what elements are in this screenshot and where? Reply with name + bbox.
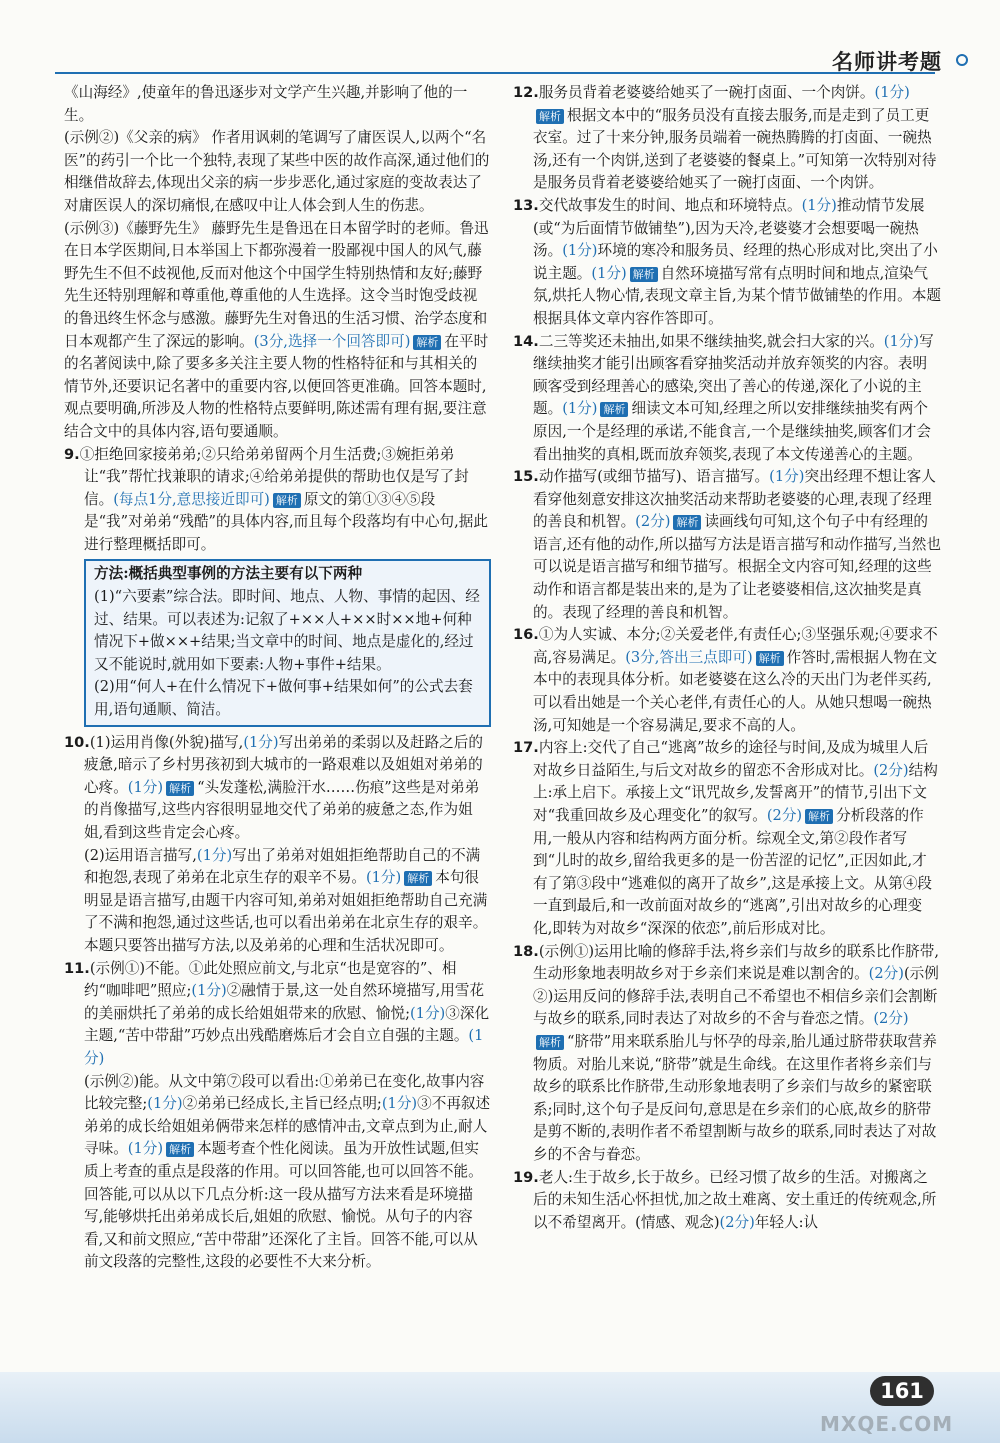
right-column (513, 82, 941, 1234)
score-note: (1分) (769, 468, 805, 486)
answer-text: (1)运用肖像(外貌)描写, (89, 733, 244, 751)
question-number: 11. (64, 959, 90, 977)
score-note: (1分) (381, 1095, 418, 1113)
answer-text: 写继续抽奖才能引出顾客看穿抽奖活动并放弃领奖的内容。表明顾客受到经理善心的感染,突出了善心的传递,深化了小说的主题。 (533, 332, 934, 418)
question-12 (513, 82, 941, 195)
question-17 (513, 737, 941, 940)
score-note: (1分) (196, 846, 233, 864)
answer-text: 推动情节发展(或“为后面情节做铺垫”),因为天冷,老婆婆才会想要喝一碗热汤。 (533, 196, 925, 260)
score-note: (1分) (127, 778, 164, 796)
answer-text: 结构上:承上启下。承接上文“讯咒故乡,发誓离开”的情节,引出下文对“我重回故乡及心理变化”的叙写。 (533, 761, 938, 824)
method-box (84, 559, 491, 726)
answer-text: 交代故事发生的时间、地点和环境特点。 (538, 196, 802, 214)
score-note: (3分,答出三点即可) (625, 648, 753, 666)
score-note: (1分) (562, 400, 598, 418)
question-15 (513, 466, 941, 624)
question-number: 14. (513, 332, 539, 350)
score-note: (3分,选择一个回答即可) (253, 332, 411, 350)
answer-text: ②弟弟已经成长,主旨已经点明; (182, 1095, 382, 1113)
analysis-tag: 解析 (166, 1142, 194, 1157)
score-note: (2分) (635, 513, 671, 531)
score-note: (1分) (874, 84, 910, 101)
answer-text: 环境的寒冷和服务员、经理的热心形成对比,突出了小说主题。 (533, 242, 938, 282)
question-number: 17. (513, 739, 539, 757)
analysis-tag: 解析 (536, 109, 564, 124)
score-note: (每点1分,意思接近即可) (113, 490, 270, 508)
analysis-tag: 解析 (536, 1035, 564, 1050)
answer-text: (示例②)能。从文中第⑦段可以看出:①弟弟已在变化,故事内容比较完整; (84, 1072, 485, 1113)
score-note: (1分) (883, 332, 920, 350)
answer-text: 动作描写(或细节描写)、语言描写。 (538, 468, 770, 486)
answer-text: (示例③)《藤野先生》 藤野先生是鲁迅在日本留学时的老师。鲁迅在日本学医期间,日本举国上下都弥漫着一股鄙视中国人的风气,藤野先生不但不歧视他,反而对他这个中国学生特别热情和友好;藤野先生还特别理解和尊重他,尊重他的人生选择。这令当时饱受歧视的鲁迅终生怀念与感激。藤野先生对鲁迅的生活习惯、治学态度和日本观都产生了深远的影响。 (64, 219, 489, 350)
answer-text: 服务员背着老婆婆给她买了一碗打卤面、一个肉饼。 (538, 84, 875, 101)
answer-text: ②融情于景,这一处自然环境描写,用雪花的美丽烘托了弟弟的成长给姐姐带来的欣慰、愉悦; (84, 982, 485, 1022)
question-number: 13. (513, 196, 539, 214)
analysis-tag: 解析 (404, 871, 432, 886)
answer-text: (示例①)不能。①此处照应前文,与北京“也是宽容的”、相约“咖啡吧”照应; (84, 959, 457, 1000)
page-header (0, 0, 1000, 82)
watermark: MXQE.COM (820, 1412, 954, 1436)
question-number: 19. (513, 1168, 539, 1186)
question-10 (64, 732, 491, 845)
paragraph: 《山海经》,使童年的鲁迅逐步对文学产生兴趣,并影响了他的一生。 (64, 84, 468, 124)
question-11-part-2 (64, 1071, 491, 1274)
analysis-text: “脐带”用来联系胎儿与怀孕的母亲,胎儿通过脐带获取营养物质。对胎儿来说,“脐带”就是生命线。在这里作者将乡亲们与故乡的联系比作脐带,生动形象地表明了乡亲们与故乡的紧密联系;同时,这个句子是反问句,意思是在乡亲们的心底,故乡的脐带是剪不断的,表明作者不希望割断与故乡的联系,同时表达了对故乡的不舍与眷恋。 (533, 1032, 937, 1163)
analysis-text: 分析段落的作用,一般从内容和结构两方面分析。综观全文,第②段作者写到“儿时的故乡,留给我更多的是一份苦涩的记忆”,正因如此,才有了第③段中“逃难似的离开了故乡”,这是承接上文。从第④段一直到最后,和一改前面对故乡的“逃离”,引出对故乡的心理变化,即转为对故乡“深深的依恋”,前后形成对比。 (533, 807, 933, 937)
score-note: (2分) (873, 761, 909, 779)
answer-text: 二三等奖还未抽出,如果不继续抽奖,就会扫大家的兴。 (538, 332, 884, 350)
analysis-text: “头发蓬松,满脸汗水……伤痕”这些是对弟弟的肖像描写,这些内容很明显地交代了弟弟的疲惫之态,作为姐姐,看到这些肯定会心疼。 (84, 778, 480, 841)
score-note: (2分) (868, 965, 904, 983)
answer-text: ①拒绝回家接弟弟;②只给弟弟留两个月生活费;③婉拒弟弟让“我”帮忙找兼职的请求;④给弟弟提供的帮助也仅是写了封信。 (79, 445, 469, 508)
answer-text: ③深化主题,“苦中带甜”巧妙点出残酷磨炼后才会自立自强的主题。 (84, 1004, 490, 1045)
score-note: (1分) (365, 869, 402, 887)
score-note: (2分) (873, 1010, 909, 1028)
analysis-tag: 解析 (673, 515, 701, 530)
question-16 (513, 624, 941, 737)
score-note: (1分) (127, 1140, 164, 1158)
score-note: (1分) (409, 1004, 446, 1022)
analysis-text: 在平时的名著阅读中,除了要多多关注主要人物的性格特征和与其相关的情节外,还要识记名著中的重要内容,以便回答更准确。回答本题时,观点要明确,所涉及人物的性格特点要鲜明,陈述需有理有据,要注意结合文中的具体内容,语句要通顺。 (64, 332, 489, 440)
method-item: (1)“六要素”综合法。即时间、地点、人物、事情的起因、经过、结果。可以表述为:记叙了+××人+××时××地+何种情况下+做××+结果;当文章中的时间、地点是虚化的,经过又不能说时,就用如下要素:人物+事件+结果。 (94, 588, 480, 673)
score-note: (1分) (243, 733, 279, 751)
question-number: 15. (513, 468, 539, 486)
analysis-tag: 解析 (630, 267, 658, 282)
score-note: (1分) (84, 1027, 484, 1067)
score-note: (1分) (191, 982, 227, 1000)
question-13 (513, 195, 941, 331)
analysis-text: 根据文本中的“服务员没有直接去服务,而是走到了员工更衣室。过了十来分钟,服务员端着一碗热腾腾的打卤面、一碗热汤,还有一个肉饼,送到了老婆婆的餐桌上。”可知第一次特别对待是服务员背着老婆婆给她买了一碗打卤面、一个肉饼。 (533, 106, 937, 192)
answer-text: (示例①)运用比喻的修辞手法,将乡亲们与故乡的联系比作脐带,生动形象地表明故乡对于乡亲们来说是难以割舍的。 (533, 942, 939, 983)
paragraph: (示例②)《父亲的病》 作者用讽刺的笔调写了庸医误人,以两个“名医”的药引一个比一个独特,表现了某些中医的故作高深,通过他们的相继借故辞去,体现出父亲的病一步步恶化,通过家庭的变故表达了对庸医误人的深切痛恨,在感叹中让人体会到人生的伤悲。 (64, 129, 490, 214)
page-footer (0, 1372, 1000, 1443)
paragraph (64, 218, 491, 444)
header-circle-icon (956, 54, 968, 66)
header-rule (55, 72, 935, 74)
analysis-tag: 解析 (273, 493, 301, 508)
answer-text: 突出经理不想让客人看穿他刻意安排这次抽奖活动来帮助老婆婆的心理,表现了经理的善良和机智。 (533, 468, 936, 531)
header-title: 名师讲考题 (832, 50, 942, 74)
analysis-tag: 解析 (600, 402, 628, 417)
question-number: 9. (64, 445, 80, 463)
left-column (64, 82, 491, 1274)
analysis-text: 自然环境描写常有点明时间和地点,渲染气氛,烘托人物心情,表现文章主旨,为某个情节做铺垫的作用。本题根据具体文章内容作答即可。 (533, 264, 941, 327)
method-title: 方法:概括典型事例的方法主要有以下两种 (94, 565, 363, 583)
question-11 (64, 958, 491, 1071)
question-19 (513, 1167, 941, 1235)
analysis-text: 本题考查个性化阅读。虽为开放性试题,但实质上考查的重点是段落的作用。可以回答能,也可以回答不能。回答能,可以从以下几点分析:这一段从描写方法来看是环境描写,能够烘托出弟弟成长后,姐姐的欣慰、愉悦。从句子的内容看,又和前文照应,“苦中带甜”还深化了主旨。回答不能,可以从前文段落的完整性,这段的必要性不大来分析。 (84, 1140, 483, 1271)
question-number: 10. (64, 733, 90, 751)
analysis-tag: 解析 (166, 781, 194, 796)
question-number: 18. (513, 942, 539, 960)
score-note: (1分) (562, 242, 598, 260)
analysis-text: 读画线句可知,这个句子中有经理的语言,还有他的动作,所以描写方法是语言描写和动作描写,当然也可以说是语言描写和细节描写。根据全文内容可知,经理的这些动作和语言都是装出来的,是为了让老婆婆相信,这次抽奖是真的。表现了经理的善良和机智。 (533, 513, 941, 621)
question-10-part-2 (64, 845, 491, 958)
analysis-text: 细读文本可知,经理之所以安排继续抽奖有两个原因,一个是经理的承诺,不能食言,一个是继续抽奖,顾客们才会看出抽奖的真相,既而放弃领奖,表现了本文传递善心的主题。 (533, 400, 931, 463)
analysis-tag: 解析 (413, 335, 441, 350)
method-item: (2)用“何人+在什么情况下+做何事+结果如何”的公式去套用,语句通顺、简洁。 (94, 678, 473, 719)
analysis-text: 原文的第①③④⑤段是“我”对弟弟“残酷”的具体内容,而且每个段落均有中心句,据此进行整理概括即可。 (84, 490, 488, 553)
answer-text: ①为人实诚、本分;②关爱老伴,有责任心;③坚强乐观;④要求不高,容易满足。 (533, 626, 938, 666)
answer-text: ③不再叙述弟弟的成长给姐姐弟俩带来怎样的感情冲击,文章点到为止,耐人寻味。 (84, 1095, 491, 1158)
question-number: 12. (513, 84, 539, 101)
score-note: (1分) (591, 264, 627, 282)
answer-text: 内容上:交代了自己“逃离”故乡的途径与时间,及成为城里人后对故乡日益陌生,与后文对故乡的留恋不舍形成对比。 (533, 739, 929, 779)
question-14 (513, 331, 941, 467)
analysis-tag: 解析 (805, 809, 833, 824)
analysis-text: 作答时,需根据人物在文本中的表现具体分析。如老婆婆在这么冷的天出门为老伴买药,可以看出她是一个关心老伴,有责任心的人。从她只想喝一碗热汤,可知她是一个容易满足,要求不高的人。 (533, 648, 938, 734)
analysis-tag: 解析 (756, 651, 784, 666)
page-number: 161 (870, 1376, 934, 1406)
answer-text: 写出弟弟的柔弱以及赶路之后的疲惫,暗示了乡村男孩初到大城市的一路艰难以及姐姐对弟弟的心疼。 (84, 733, 483, 796)
score-note: (1分) (147, 1095, 183, 1113)
question-9 (64, 444, 491, 557)
score-note: (1分) (801, 196, 837, 214)
answer-text: (示例②)运用反问的修辞手法,表明自己不希望也不相信乡亲们会割断与故乡的联系,同时表达了对故乡的不舍与眷恋之情。 (533, 965, 939, 1028)
score-note: (2分) (719, 1213, 755, 1231)
answer-text: 年轻人:认 (754, 1213, 819, 1231)
answer-text: 写出了弟弟对姐姐拒绝帮助自己的不满和抱怨,表现了弟弟在北京生存的艰辛不易。 (84, 846, 481, 887)
analysis-text: 本句很明显是语言描写,由题干内容可知,弟弟对姐姐拒绝帮助自己充满了不满和抱怨,通过这些话,也可以看出弟弟在北京生存的艰辛。本题只要答出描写方法,以及弟弟的心理和生活状况即可。 (84, 869, 488, 954)
score-note: (2分) (766, 807, 803, 824)
question-18 (513, 941, 941, 1167)
answer-text: 老人:生于故乡,长于故乡。已经习惯了故乡的生活。对搬离之后的未知生活心怀担忧,加之故土难离、安土重迁的传统观念,所以不希望离开。(情感、观念) (533, 1168, 937, 1231)
question-number: 16. (513, 626, 539, 644)
answer-text: (2)运用语言描写, (84, 846, 197, 864)
